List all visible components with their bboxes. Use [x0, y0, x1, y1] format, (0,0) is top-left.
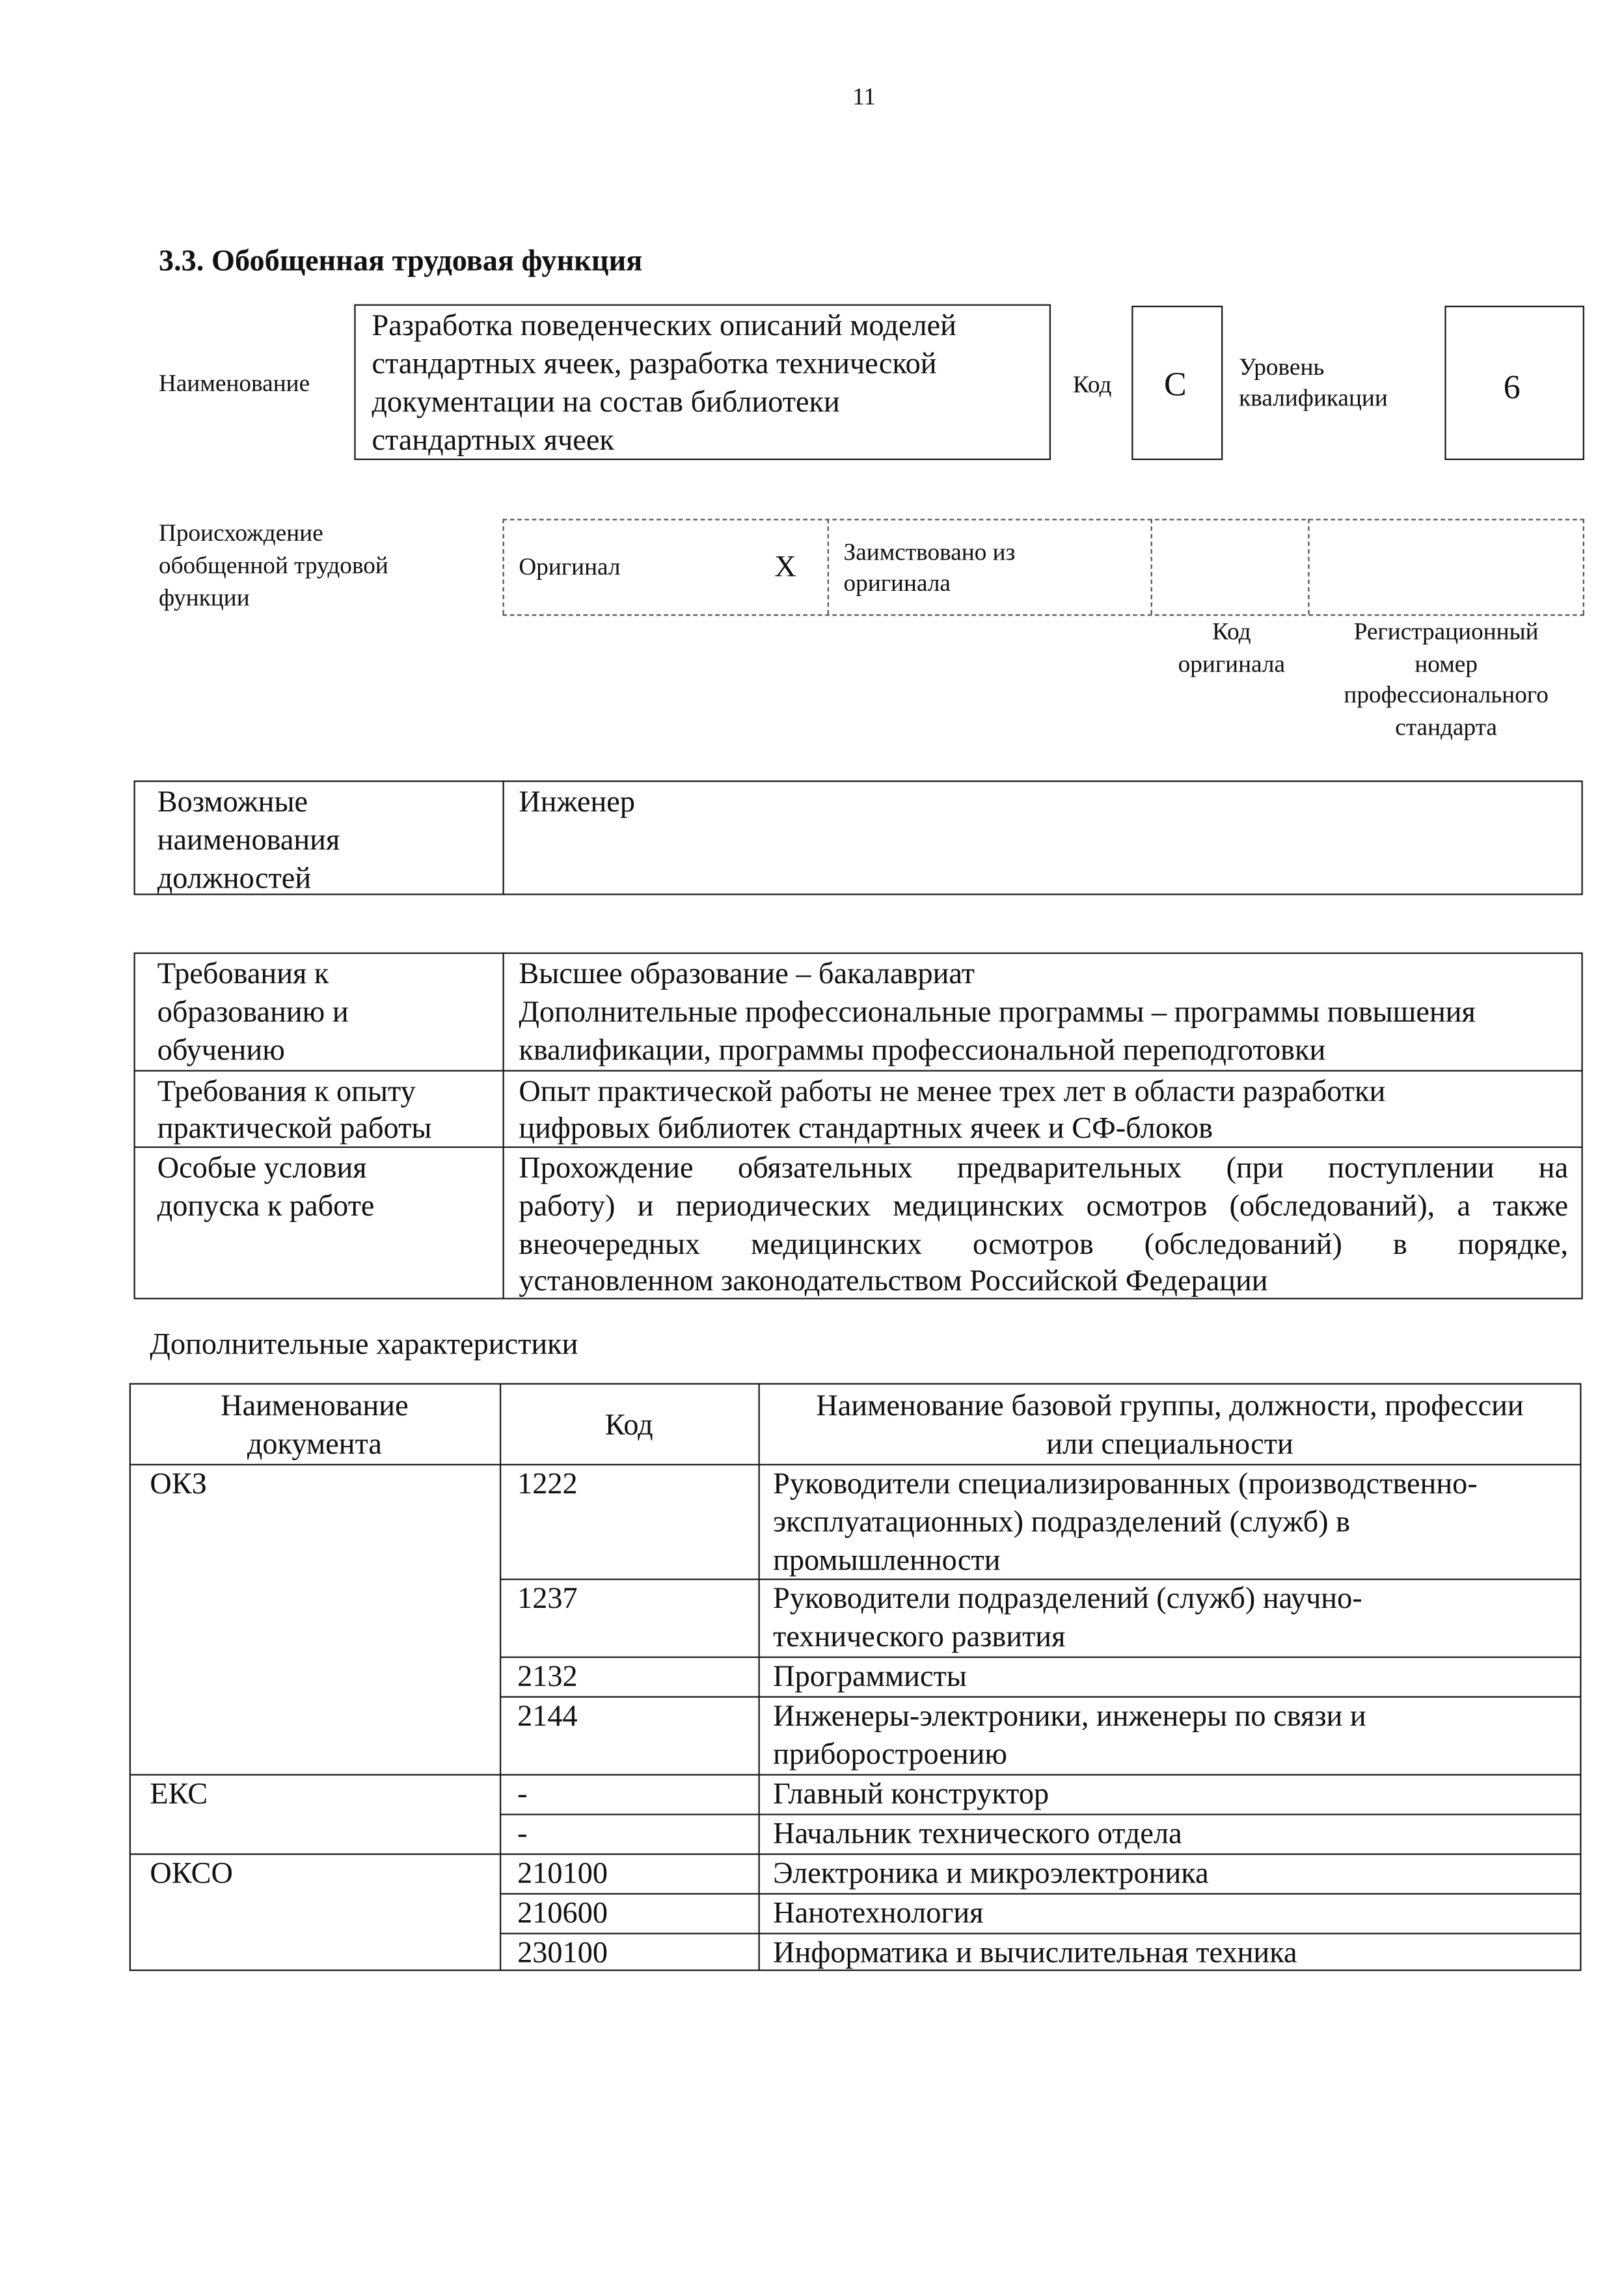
row-separator: [500, 1813, 1581, 1815]
additional-col-divider: [759, 1383, 760, 1972]
group-doc: ОКСО: [150, 1858, 233, 1890]
row-separator: [500, 1893, 1581, 1894]
positions-divider: [503, 780, 504, 895]
level-label-line: Уровень: [1239, 353, 1325, 381]
education-value-line: Высшее образование – бакалавриат: [519, 958, 975, 991]
original-mark: X: [774, 551, 796, 584]
admission-label-line: Особые условия: [157, 1152, 367, 1185]
group-separator: [129, 1774, 1582, 1775]
admission-label-line: допуска к работе: [157, 1190, 375, 1223]
borrowed-label-line: Заимствовано из: [843, 537, 1016, 566]
group-doc: ЕКС: [150, 1778, 208, 1811]
header-separator: [129, 1464, 1582, 1465]
row-code: -: [517, 1818, 528, 1851]
admission-value-line: работу) и периодических медицинских осмотров (обследований), а также: [519, 1190, 1569, 1223]
origin-label-line: Происхождение: [158, 519, 323, 547]
education-value-line: квалификации, программы профессиональной переподготовки: [519, 1035, 1326, 1067]
code-caption-line: Код: [1212, 617, 1251, 645]
section-title: 3.3. Обобщенная трудовая функция: [158, 245, 643, 278]
origin-divider: [1308, 519, 1309, 614]
col-name-header-line: Наименование базовой группы, должности, профессии: [816, 1390, 1524, 1423]
row-name-line: Инженеры-электроники, инженеры по связи и: [773, 1700, 1366, 1733]
name-line: Разработка поведенческих описаний моделей: [372, 310, 956, 343]
education-label-line: образованию и: [157, 996, 349, 1029]
row-code: -: [517, 1778, 528, 1811]
row-separator: [500, 1933, 1581, 1934]
education-label-line: обучению: [157, 1035, 285, 1067]
requirements-divider: [503, 953, 504, 1299]
row-code: 2144: [517, 1700, 578, 1733]
row-code: 2132: [517, 1661, 578, 1694]
additional-col-divider: [500, 1383, 501, 1972]
row-code: 210100: [517, 1858, 608, 1890]
positions-frame: [134, 780, 1583, 895]
name-label: Наименование: [158, 368, 310, 397]
col-code-header: Код: [604, 1409, 653, 1442]
row-name-line: Информатика и вычислительная техника: [773, 1937, 1297, 1970]
admission-value-line: внеочередных медицинских осмотров (обследований) в порядке,: [519, 1229, 1569, 1262]
origin-frame-bottom: [503, 614, 1584, 616]
requirements-row-line: [134, 1070, 1583, 1071]
education-value-line: Дополнительные профессиональные программы – программы повышения: [519, 996, 1476, 1029]
code-caption-line: оригинала: [1178, 649, 1286, 678]
positions-label-line: Возможные: [157, 786, 308, 819]
row-code: 210600: [517, 1897, 608, 1930]
col-name-header-line: или специальности: [1046, 1428, 1293, 1461]
experience-value-line: цифровых библиотек стандартных ячеек и СФ-блоков: [519, 1112, 1213, 1145]
experience-value-line: Опыт практической работы не менее трех лет в области разработки: [519, 1076, 1386, 1109]
level-label-line: квалификации: [1239, 383, 1388, 412]
row-code: 230100: [517, 1937, 608, 1970]
row-name-line: эксплуатационных) подразделений (служб) в: [773, 1506, 1351, 1539]
group-separator: [129, 1853, 1582, 1854]
name-line: документации на состав библиотеки: [372, 387, 840, 419]
reg-caption-line: профессионального: [1344, 680, 1549, 709]
origin-divider: [1151, 519, 1152, 614]
experience-label-line: Требования к опыту: [157, 1076, 416, 1109]
col-doc-header-line: документа: [247, 1428, 382, 1461]
reg-caption-line: стандарта: [1395, 713, 1498, 741]
positions-label-line: должностей: [157, 862, 312, 895]
origin-label-line: функции: [158, 583, 250, 612]
requirements-row-line: [134, 1147, 1583, 1148]
additional-title: Дополнительные характеристики: [150, 1328, 578, 1361]
page-number: 11: [852, 82, 876, 111]
admission-value-line: Прохождение обязательных предварительных (при поступлении на: [519, 1152, 1569, 1185]
origin-frame-right: [1583, 519, 1584, 614]
row-separator: [500, 1657, 1581, 1658]
row-name-line: Начальник технического отдела: [773, 1818, 1182, 1851]
origin-label-line: обобщенной трудовой: [158, 551, 388, 579]
reg-caption-line: Регистрационный: [1353, 617, 1539, 645]
row-name-line: технического развития: [773, 1621, 1066, 1654]
row-separator: [500, 1579, 1581, 1580]
row-name-line: промышленности: [773, 1544, 1001, 1577]
row-name-line: Руководители подразделений (служб) научно-: [773, 1582, 1362, 1616]
code-value: C: [1163, 366, 1187, 403]
name-line: стандартных ячеек: [372, 424, 614, 457]
code-label: Код: [1072, 370, 1112, 399]
name-line: стандартных ячеек, разработка технической: [372, 348, 937, 381]
group-doc: ОКЗ: [150, 1468, 207, 1501]
education-label-line: Требования к: [157, 958, 329, 991]
row-name-line: Руководители специализированных (производственно-: [773, 1468, 1478, 1501]
origin-divider: [828, 519, 829, 614]
row-code: 1237: [517, 1582, 578, 1616]
borrowed-label-line: оригинала: [843, 569, 951, 597]
level-value: 6: [1503, 368, 1521, 406]
origin-frame-left: [503, 519, 504, 614]
experience-label-line: практической работы: [157, 1112, 432, 1145]
row-name-line: Электроника и микроэлектроника: [773, 1858, 1209, 1890]
row-separator: [500, 1696, 1581, 1698]
row-name-line: Программисты: [773, 1661, 967, 1694]
row-name-line: Нанотехнология: [773, 1897, 984, 1930]
admission-value-line: установленном законодательством Российской Федерации: [519, 1265, 1268, 1298]
origin-frame-top: [503, 519, 1584, 520]
positions-label-line: наименования: [157, 824, 340, 857]
col-doc-header-line: Наименование: [221, 1390, 409, 1423]
row-name-line: Главный конструктор: [773, 1778, 1049, 1811]
row-name-line: приборостроению: [773, 1739, 1007, 1771]
original-label: Оригинал: [519, 552, 621, 581]
row-code: 1222: [517, 1468, 578, 1501]
reg-caption-line: номер: [1414, 649, 1478, 678]
positions-value: Инженер: [519, 786, 636, 819]
